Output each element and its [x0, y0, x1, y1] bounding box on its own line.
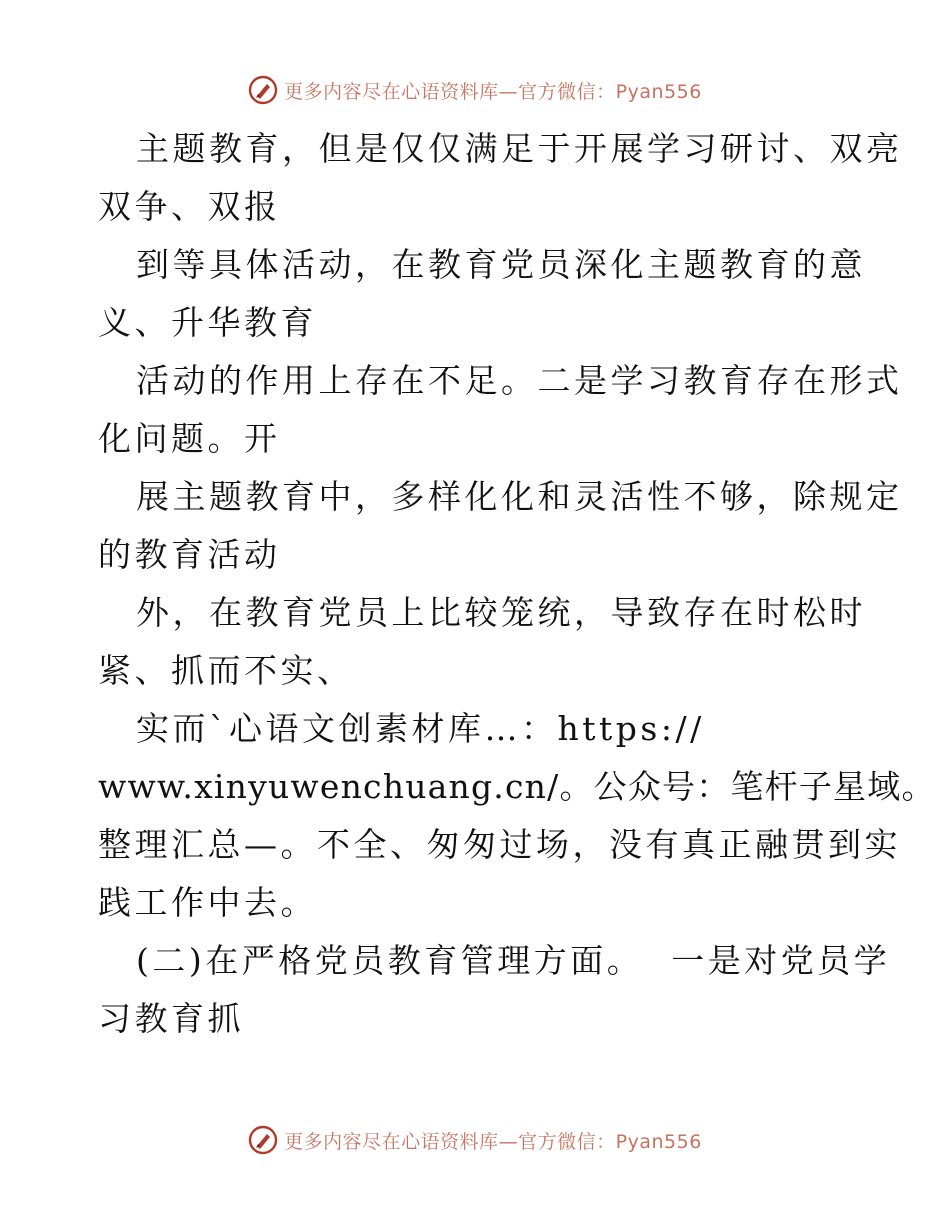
body-line: 实而`心语文创素材库…：https:// [136, 709, 705, 748]
body-line: 活动的作用上存在不足。二是学习教育存在形式 [136, 361, 903, 400]
pen-nib-logo-icon [248, 75, 278, 105]
body-line: 外，在教育党员上比较笼统，导致存在时松时 [136, 593, 866, 632]
footer-banner-text: 更多内容尽在心语资料库—官方微信：Pyan556 [284, 1130, 702, 1153]
body-line: 紧、抓而不实、 [98, 651, 354, 690]
body-line: 主题教育，但是仅仅满足于开展学习研讨、双亮 [136, 129, 903, 168]
header-banner [0, 70, 950, 110]
document-body [98, 120, 936, 1048]
body-line: 化问题。开 [98, 419, 281, 458]
footer-banner [0, 1120, 950, 1160]
body-line: 展主题教育中，多样化化和灵活性不够，除规定 [136, 477, 903, 516]
body-line-url: www.xinyuwenchuang.cn/。公众号：笔杆子星域。 [98, 767, 936, 806]
body-line: (二)在严格党员教育管理方面。 一是对党员学 [136, 941, 891, 980]
body-line: 践工作中去。 [98, 883, 317, 922]
header-banner-text: 更多内容尽在心语资料库—官方微信：Pyan556 [284, 80, 702, 103]
body-line: 双争、双报 [98, 187, 281, 226]
body-line: 义、升华教育 [98, 303, 317, 342]
pen-nib-logo-icon [248, 1125, 278, 1155]
body-line: 习教育抓 [98, 999, 244, 1038]
body-line: 的教育活动 [98, 535, 281, 574]
body-line: 到等具体活动，在教育党员深化主题教育的意 [136, 245, 866, 284]
body-line: 整理汇总—。不全、匆匆过场，没有真正融贯到实 [98, 825, 901, 864]
